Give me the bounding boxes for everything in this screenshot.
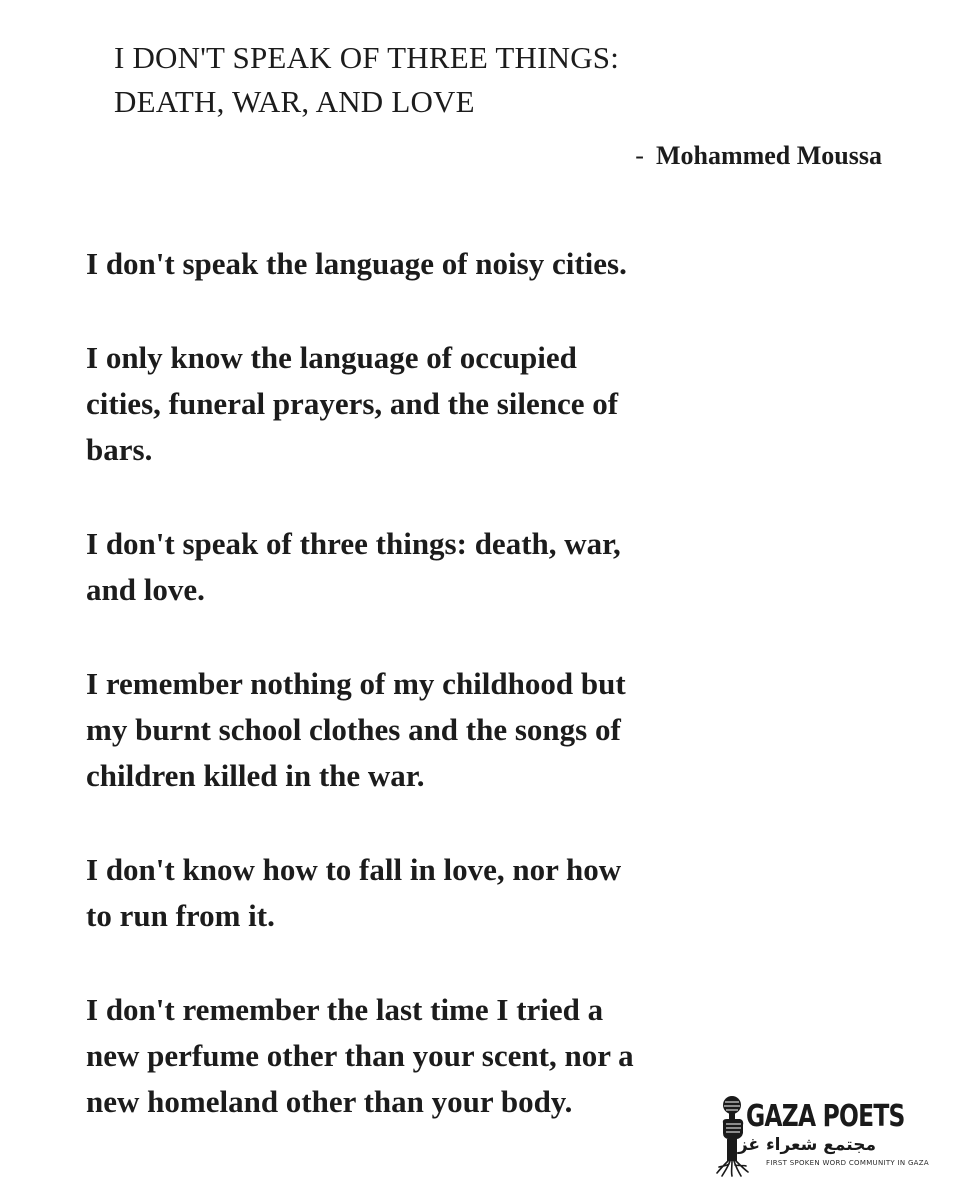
poem-body: [86, 241, 726, 1173]
stanza-1: [86, 241, 726, 287]
stanza-line: and love.: [86, 572, 205, 607]
stanza-5: [86, 847, 726, 939]
logo-title: GAZA POETS: [746, 1099, 905, 1134]
logo-arabic-title: مجتمع شعراء غزة: [727, 1135, 876, 1155]
gaza-poets-logo: [716, 1093, 929, 1177]
stanza-line: new perfume other than your scent, nor a: [86, 1038, 634, 1073]
stanza-line: new homeland other than your body.: [86, 1084, 573, 1119]
stanza-line: I don't remember the last time I tried a: [86, 992, 604, 1027]
author-name: Mohammed Moussa: [655, 141, 882, 170]
stanza-line: cities, funeral prayers, and the silence of: [86, 386, 619, 421]
stanza-3: [86, 521, 726, 613]
poem-title-line-1: I DON'T SPEAK OF THREE THINGS:: [114, 40, 620, 75]
author-dash: -: [635, 141, 644, 170]
logo-tagline: FIRST SPOKEN WORD COMMUNITY IN GAZA: [766, 1159, 929, 1167]
stanza-4: [86, 661, 726, 799]
stanza-line: bars.: [86, 432, 153, 467]
stanza-line: I don't speak of three things: death, war,: [86, 526, 621, 561]
stanza-line: I don't know how to fall in love, nor how: [86, 852, 622, 887]
stanza-line: I don't speak the language of noisy cities.: [86, 246, 627, 281]
poem-title-line-2: DEATH, WAR, AND LOVE: [114, 84, 475, 119]
stanza-line: children killed in the war.: [86, 758, 425, 793]
stanza-6: [86, 987, 726, 1125]
stanza-2: [86, 335, 726, 473]
stanza-line: I only know the language of occupied: [86, 340, 577, 375]
stanza-line: I remember nothing of my childhood but: [86, 666, 626, 701]
poem-title: [114, 36, 874, 124]
stanza-line: my burnt school clothes and the songs of: [86, 712, 621, 747]
stanza-line: to run from it.: [86, 898, 275, 933]
author-credit: [635, 141, 882, 171]
